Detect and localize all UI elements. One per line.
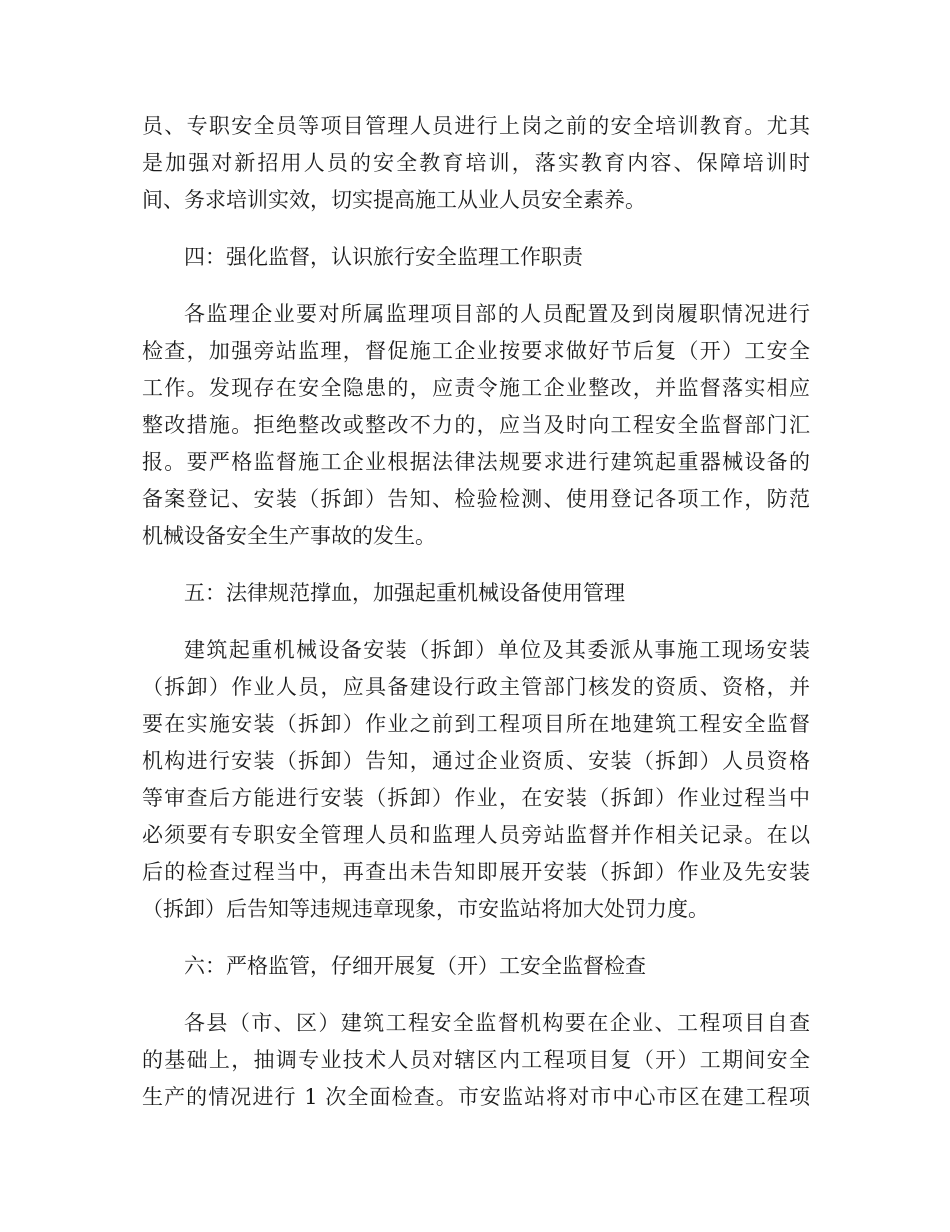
paragraph-training-continuation [142,108,810,219]
text-line: 后的检查过程当中，再查出未告知即展开安装（拆卸）作业及先安装 [142,860,810,884]
section-heading-4 [142,239,810,276]
text-line: 机构进行安装（拆卸）告知，通过企业资质、安装（拆卸）人员资格 [142,749,810,773]
text-line: 建筑起重机械设备安装（拆卸）单位及其委派从事施工现场安装 [184,638,810,662]
section-heading-5 [142,575,810,612]
heading-text: 六：严格监管，仔细开展复（开）工安全监督检查 [184,954,646,978]
text-line: （拆卸）后告知等违规违章现象，市安监站将加大处罚力度。 [142,897,709,921]
text-line: 的基础上，抽调专业技术人员对辖区内工程项目复（开）工期间安全 [142,1048,810,1072]
text-line: （拆卸）作业人员，应具备建设行政主管部门核发的资质、资格，并 [142,675,810,699]
text-line: 等审查后方能进行安装（拆卸）作业，在安装（拆卸）作业过程当中 [142,786,810,810]
text-line: 员、专职安全员等项目管理人员进行上岗之前的安全培训教育。尤其 [142,114,810,138]
text-line: 整改措施。拒绝整改或整改不力的，应当及时向工程安全监督部门汇 [142,413,810,437]
text-line: 要在实施安装（拆卸）作业之前到工程项目所在地建筑工程安全监督 [142,712,810,736]
heading-text: 四：强化监督，认识旅行安全监理工作职责 [184,245,583,269]
section-heading-6 [142,948,810,985]
heading-text: 五：法律规范撑血，加强起重机械设备使用管理 [184,581,625,605]
text-line: 必须要有专职安全管理人员和监理人员旁站监督并作相关记录。在以 [142,823,810,847]
text-line: 间、务求培训实效，切实提高施工从业人员安全素养。 [142,188,646,212]
text-line: 机械设备安全生产事故的发生。 [142,524,436,548]
paragraph-crane-installation [142,632,810,928]
text-line: 是加强对新招用人员的安全教育培训，落实教育内容、保障培训时 [142,151,810,175]
text-line: 检查，加强旁站监理，督促施工企业按要求做好节后复（开）工安全 [142,339,810,363]
text-line: 生产的情况进行 1 次全面检查。市安监站将对市中心市区在建工程项 [142,1085,810,1109]
text-line: 报。要严格监督施工企业根据法律法规要求进行建筑起重器械设备的 [142,450,810,474]
text-line: 工作。发现存在安全隐患的，应责令施工企业整改，并监督落实相应 [142,376,810,400]
text-line: 备案登记、安装（拆卸）告知、检验检测、使用登记各项工作，防范 [142,487,810,511]
document-page [142,108,810,1116]
paragraph-supervision [142,296,810,555]
paragraph-inspection [142,1005,810,1116]
text-line: 各监理企业要对所属监理项目部的人员配置及到岗履职情况进行 [184,302,810,326]
text-line: 各县（市、区）建筑工程安全监督机构要在企业、工程项目自查 [184,1011,810,1035]
